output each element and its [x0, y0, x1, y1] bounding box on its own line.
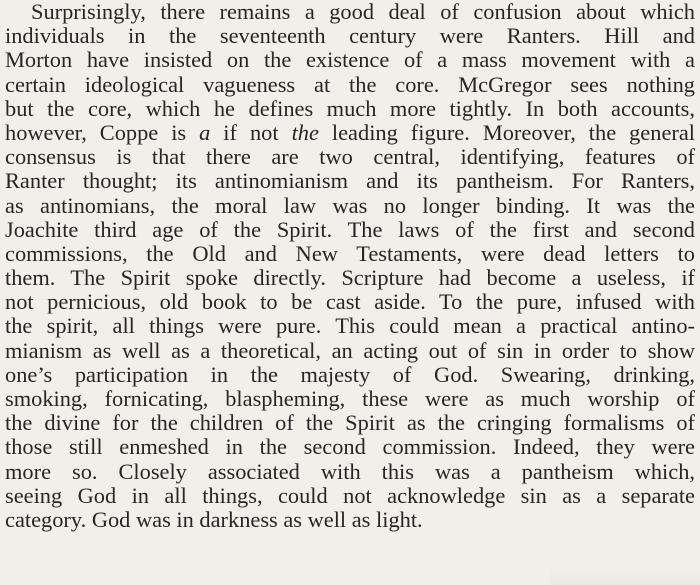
- text-line: Morton have insisted on the existence of a mass movement with a: [5, 47, 695, 73]
- text-line: Joachite third age of the Spirit. The laws of the first and second: [5, 216, 695, 242]
- text-line: more so. Closely associated with this was a pantheism which,: [5, 458, 695, 484]
- emphasis-a: a: [199, 119, 211, 145]
- text-segment: leading figure. Moreover, the general: [318, 119, 695, 145]
- text-line: the spirit, all things were pure. This could mean a practical antino-: [5, 313, 695, 339]
- text-line: consensus is that there are two central, identifying, features of: [5, 144, 695, 170]
- text-line: not pernicious, old book to be cast aside. To the pure, infused with: [5, 289, 695, 315]
- text-line: Surprisingly, there remains a good deal of confusion about which: [31, 0, 695, 24]
- text-line: seeing God in all things, could not acknowledge sin as a separate: [5, 482, 695, 508]
- text-segment: if not: [210, 119, 292, 145]
- text-line: commissions, the Old and New Testaments, were dead letters to: [5, 240, 695, 266]
- text-line: the divine for the children of the Spirit as the cringing formalisms of: [5, 410, 695, 436]
- text-line: smoking, fornicating, blaspheming, these were as much worship of: [5, 386, 695, 411]
- body-paragraph: [5, 0, 695, 532]
- text-line: those still enmeshed in the second commission. Indeed, they were: [5, 434, 695, 460]
- text-segment: however, Coppe is: [5, 119, 200, 145]
- text-line: mianism as well as a theoretical, an acting out of sin in order to show: [5, 337, 695, 363]
- text-line: but the core, which he defines much more tightly. In both accounts,: [5, 95, 695, 121]
- text-line: one’s participation in the majesty of God. Swearing, drinking,: [5, 361, 695, 387]
- emphasis-the: the: [291, 119, 319, 145]
- text-line: individuals in the seventeenth century were Ranters. Hill and: [5, 23, 695, 49]
- text-line: as antinomians, the moral law was no longer binding. It was the: [5, 192, 695, 218]
- text-line: category. God was in darkness as well as light.: [5, 506, 423, 532]
- text-line: them. The Spirit spoke directly. Scripture had become a useless, if: [5, 265, 695, 291]
- text-line: Ranter thought; its antinomianism and its pantheism. For Ranters,: [5, 168, 695, 194]
- text-line: certain ideological vagueness at the core. McGregor sees nothing: [5, 71, 695, 97]
- text-line-with-emphasis: [5, 121, 695, 145]
- page-shadow: [550, 567, 700, 585]
